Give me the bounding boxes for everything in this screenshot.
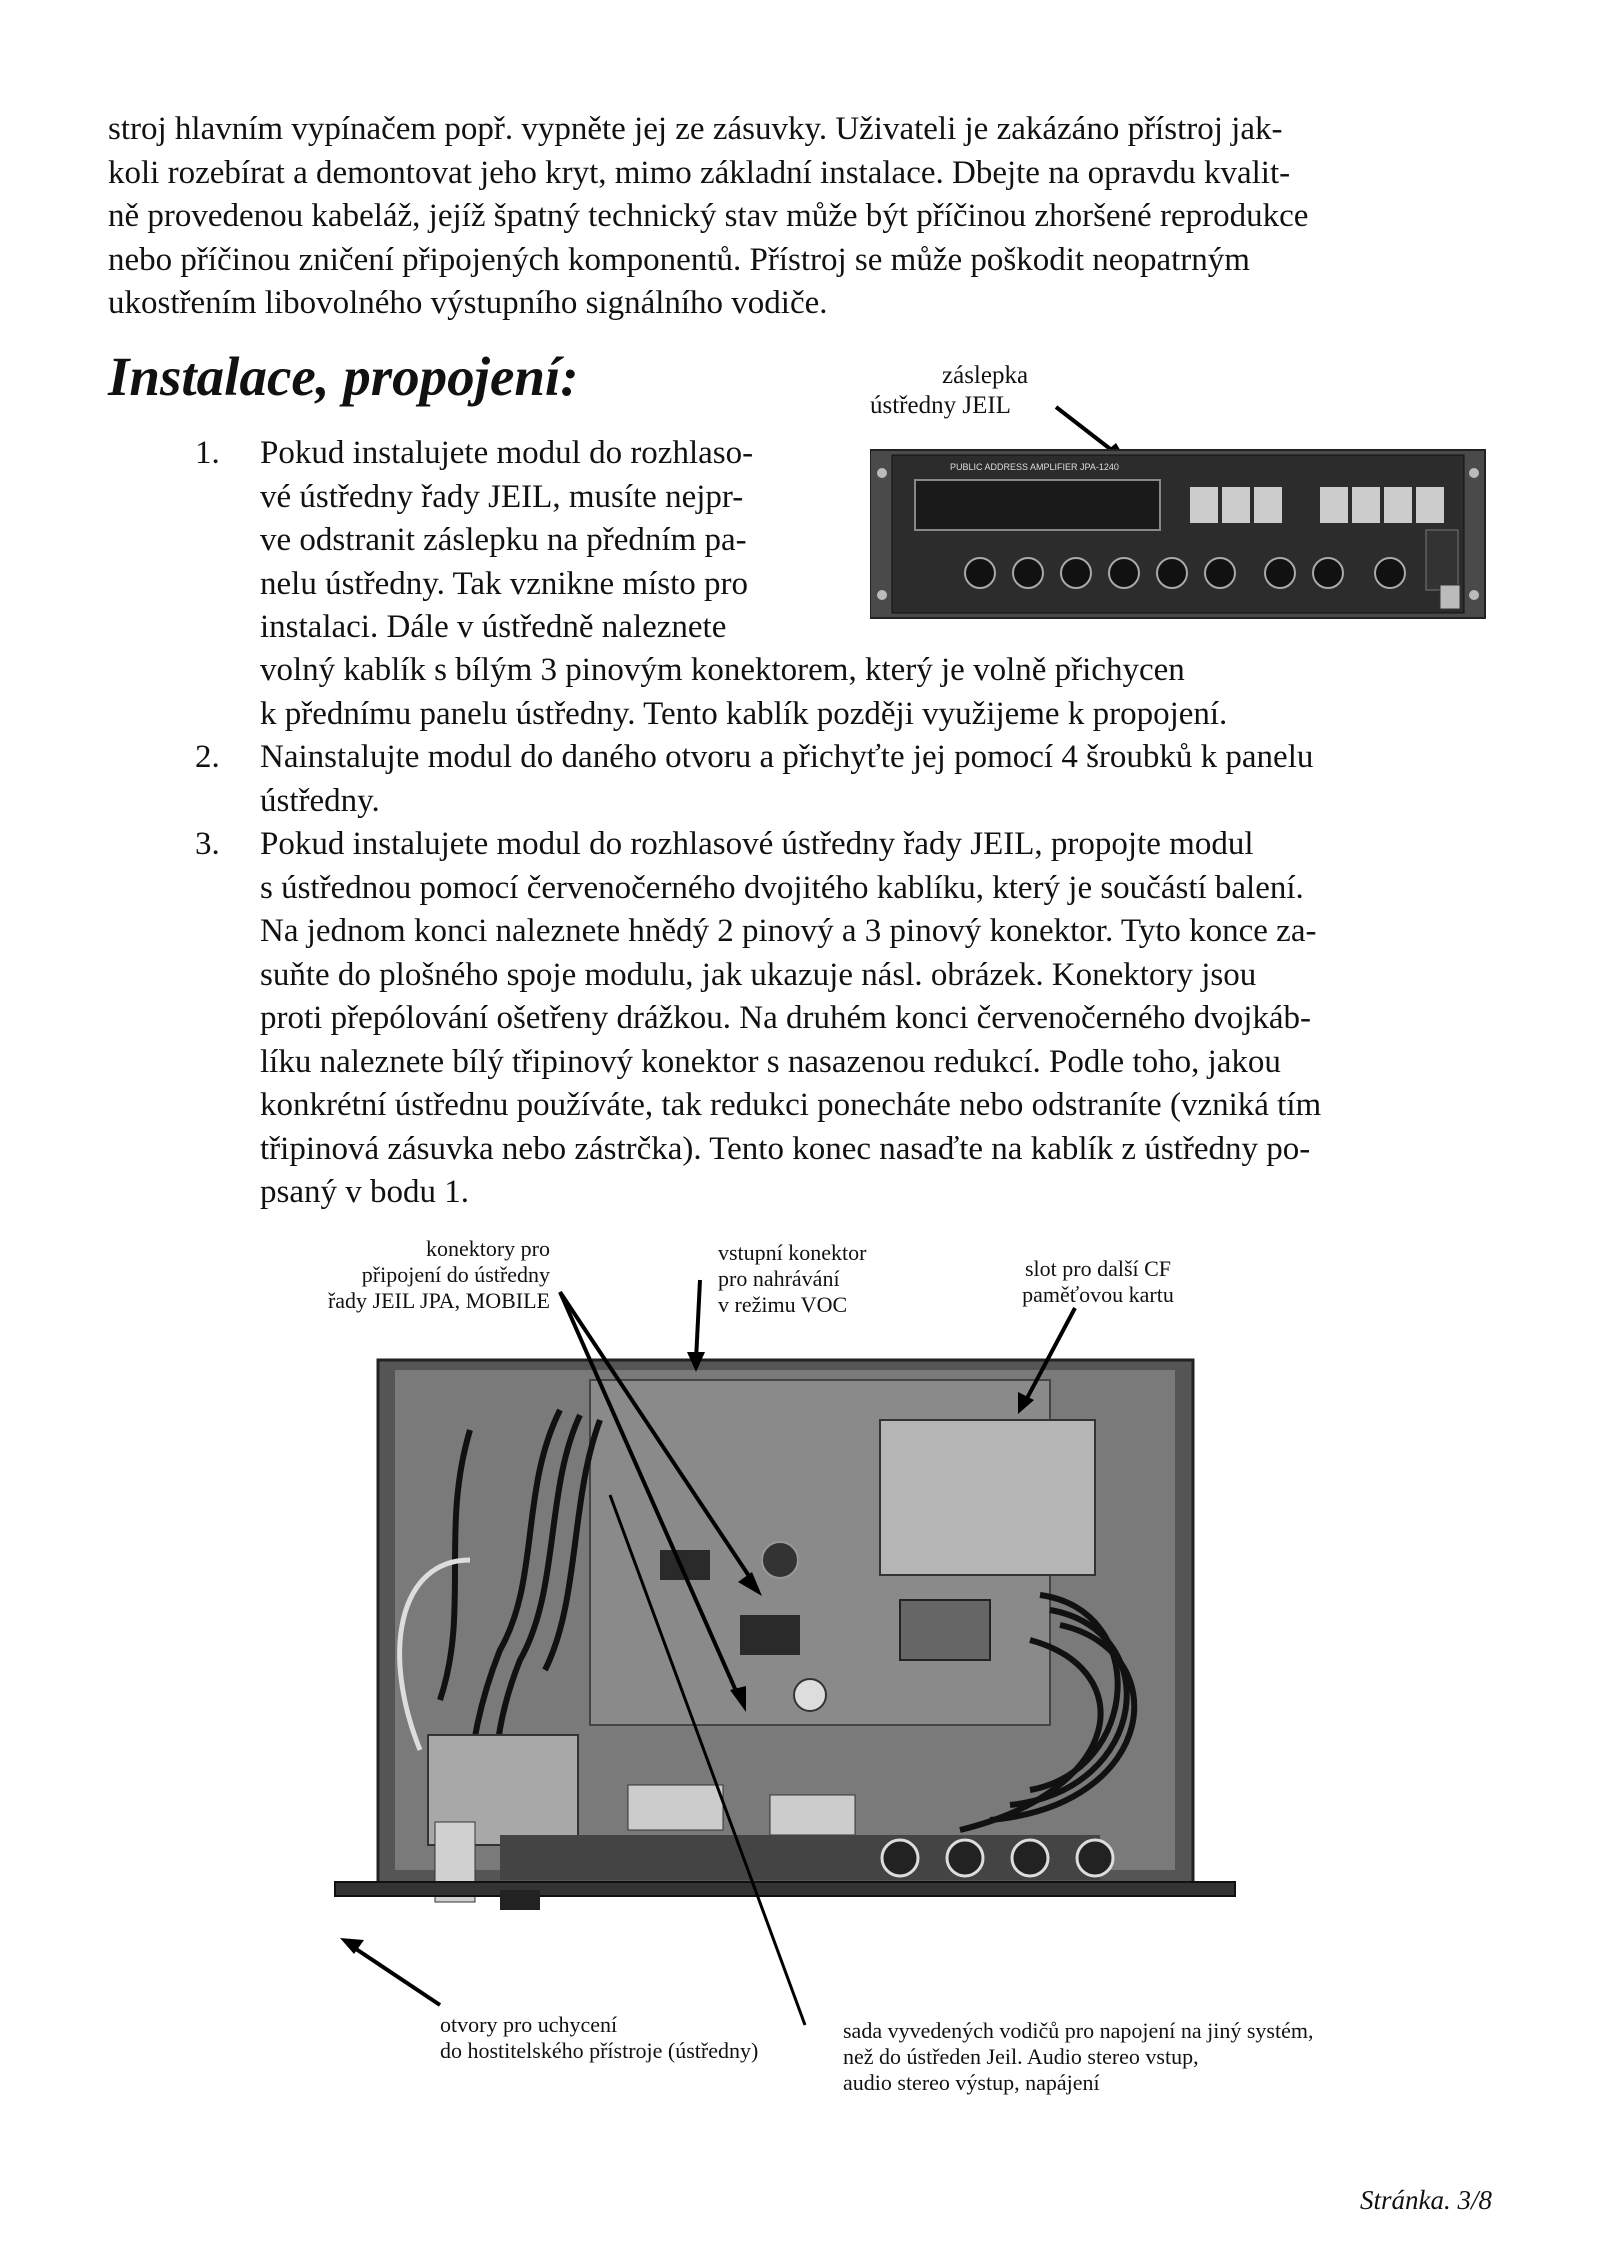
caption-line: v režimu VOC (718, 1292, 848, 1317)
list-line: instalaci. Dále v ústředně naleznete (260, 609, 727, 645)
list-item-3 (260, 823, 1488, 1215)
list-line: vé ústředny řady JEIL, musíte nejpr- (260, 478, 744, 515)
list-line: konkrétní ústřednu používáte, tak redukci ponecháte nebo odstraníte (vzniká tím (260, 1087, 1322, 1123)
list-line: suňte do plošného spoje modulu, jak ukazuje násl. obrázek. Konektory jsou (260, 956, 1257, 993)
callout-blank-plate-line2: ústředny JEIL (870, 392, 1011, 419)
callout-wire-set (843, 2018, 1313, 2096)
caption-line: audio stereo výstup, napájení (843, 2070, 1100, 2095)
list-item-1 (260, 432, 845, 650)
intro-line: ně provedenou kabeláž, jejíž špatný technický stav může být příčinou zhoršené reprodukce (108, 198, 1309, 234)
caption-line: pro nahrávání (718, 1266, 840, 1291)
list-line: k přednímu panelu ústředny. Tento kablík později využijeme k propojení. (260, 695, 1228, 732)
figure-module-interior (0, 1230, 1600, 2130)
list-line: nelu ústředny. Tak vznikne místo pro (260, 565, 749, 602)
list-number-3: 3. (195, 826, 220, 862)
list-line: ústředny. (260, 782, 380, 819)
caption-line: do hostitelského přístroje (ústředny) (440, 2038, 759, 2063)
list-line: líku naleznete bílý třipinový konektor s nasazenou redukcí. Podle toho, jakou (260, 1043, 1281, 1080)
list-line: Nainstalujte modul do daného otvoru a přichyťte jej pomocí 4 šroubků k panelu (260, 739, 1314, 775)
page-number: Stránka. 3/8 (1360, 2185, 1492, 2215)
intro-line: ukostřením libovolného výstupního signálního vodiče. (108, 285, 828, 321)
list-line: ve odstranit záslepku na předním pa- (260, 522, 747, 558)
list-line: volný kablík s bílým 3 pinovým konektorem, který je volně přichycen (260, 652, 1185, 688)
caption-line: slot pro další CF (1024, 1256, 1172, 1281)
list-item-1-cont (260, 649, 1488, 736)
caption-line: konektory pro (425, 1236, 550, 1261)
callout-blank-plate-line1: záslepka (942, 362, 1029, 389)
list-line: Pokud instalujete modul do rozhlaso- (260, 435, 754, 471)
list-line: psaný v bodu 1. (260, 1174, 469, 1210)
figure-amplifier (870, 355, 1490, 620)
caption-line: připojení do ústředny (361, 1262, 550, 1287)
intro-line: stroj hlavním vypínačem popř. vypněte jej ze zásuvky. Uživateli je zakázáno přístroj jak- (108, 111, 1283, 147)
list-line: proti přepólování ošetřeny drážkou. Na druhém konci červenočerného dvojkáb- (260, 1000, 1312, 1036)
list-line: Pokud instalujete modul do rozhlasové ústředny řady JEIL, propojte modul (260, 826, 1254, 862)
list-line: třipinová zásuvka nebo zástrčka). Tento konec nasaďte na kablík z ústředny po- (260, 1130, 1311, 1167)
list-line: Na jednom konci naleznete hnědý 2 pinový a 3 pinový konektor. Tyto konce za- (260, 913, 1317, 949)
callout-mounting-holes (440, 2012, 758, 2064)
intro-line: nebo příčinou zničení připojených komponentů. Přístroj se může poškodit neopatrným (108, 241, 1250, 278)
list-item-2 (260, 736, 1488, 823)
panel-brand: PUBLIC ADDRESS AMPLIFIER JPA-1240 (950, 462, 1119, 472)
amplifier-panel-drawing (870, 355, 1490, 620)
caption-line: řady JEIL JPA, MOBILE (327, 1288, 550, 1313)
caption-line: vstupní konektor (718, 1240, 867, 1265)
intro-paragraph (108, 108, 1488, 326)
section-heading: Instalace, propojení: (108, 346, 579, 407)
caption-line: sada vyvedených vodičů pro napojení na jiný systém, (843, 2018, 1314, 2043)
intro-line: koli rozebírat a demontovat jeho kryt, mimo základní instalace. Dbejte na opravdu kvalit- (108, 154, 1291, 191)
caption-line: než do ústředen Jeil. Audio stereo vstup, (843, 2044, 1199, 2069)
list-number-1: 1. (195, 435, 220, 471)
module-photo-drawing (0, 1230, 1600, 2130)
list-line: s ústřednou pomocí červenočerného dvojitého kablíku, který je součástí balení. (260, 869, 1304, 906)
list-number-2: 2. (195, 739, 220, 775)
caption-line: otvory pro uchycení (440, 2012, 618, 2037)
caption-line: paměťovou kartu (1022, 1282, 1174, 1307)
